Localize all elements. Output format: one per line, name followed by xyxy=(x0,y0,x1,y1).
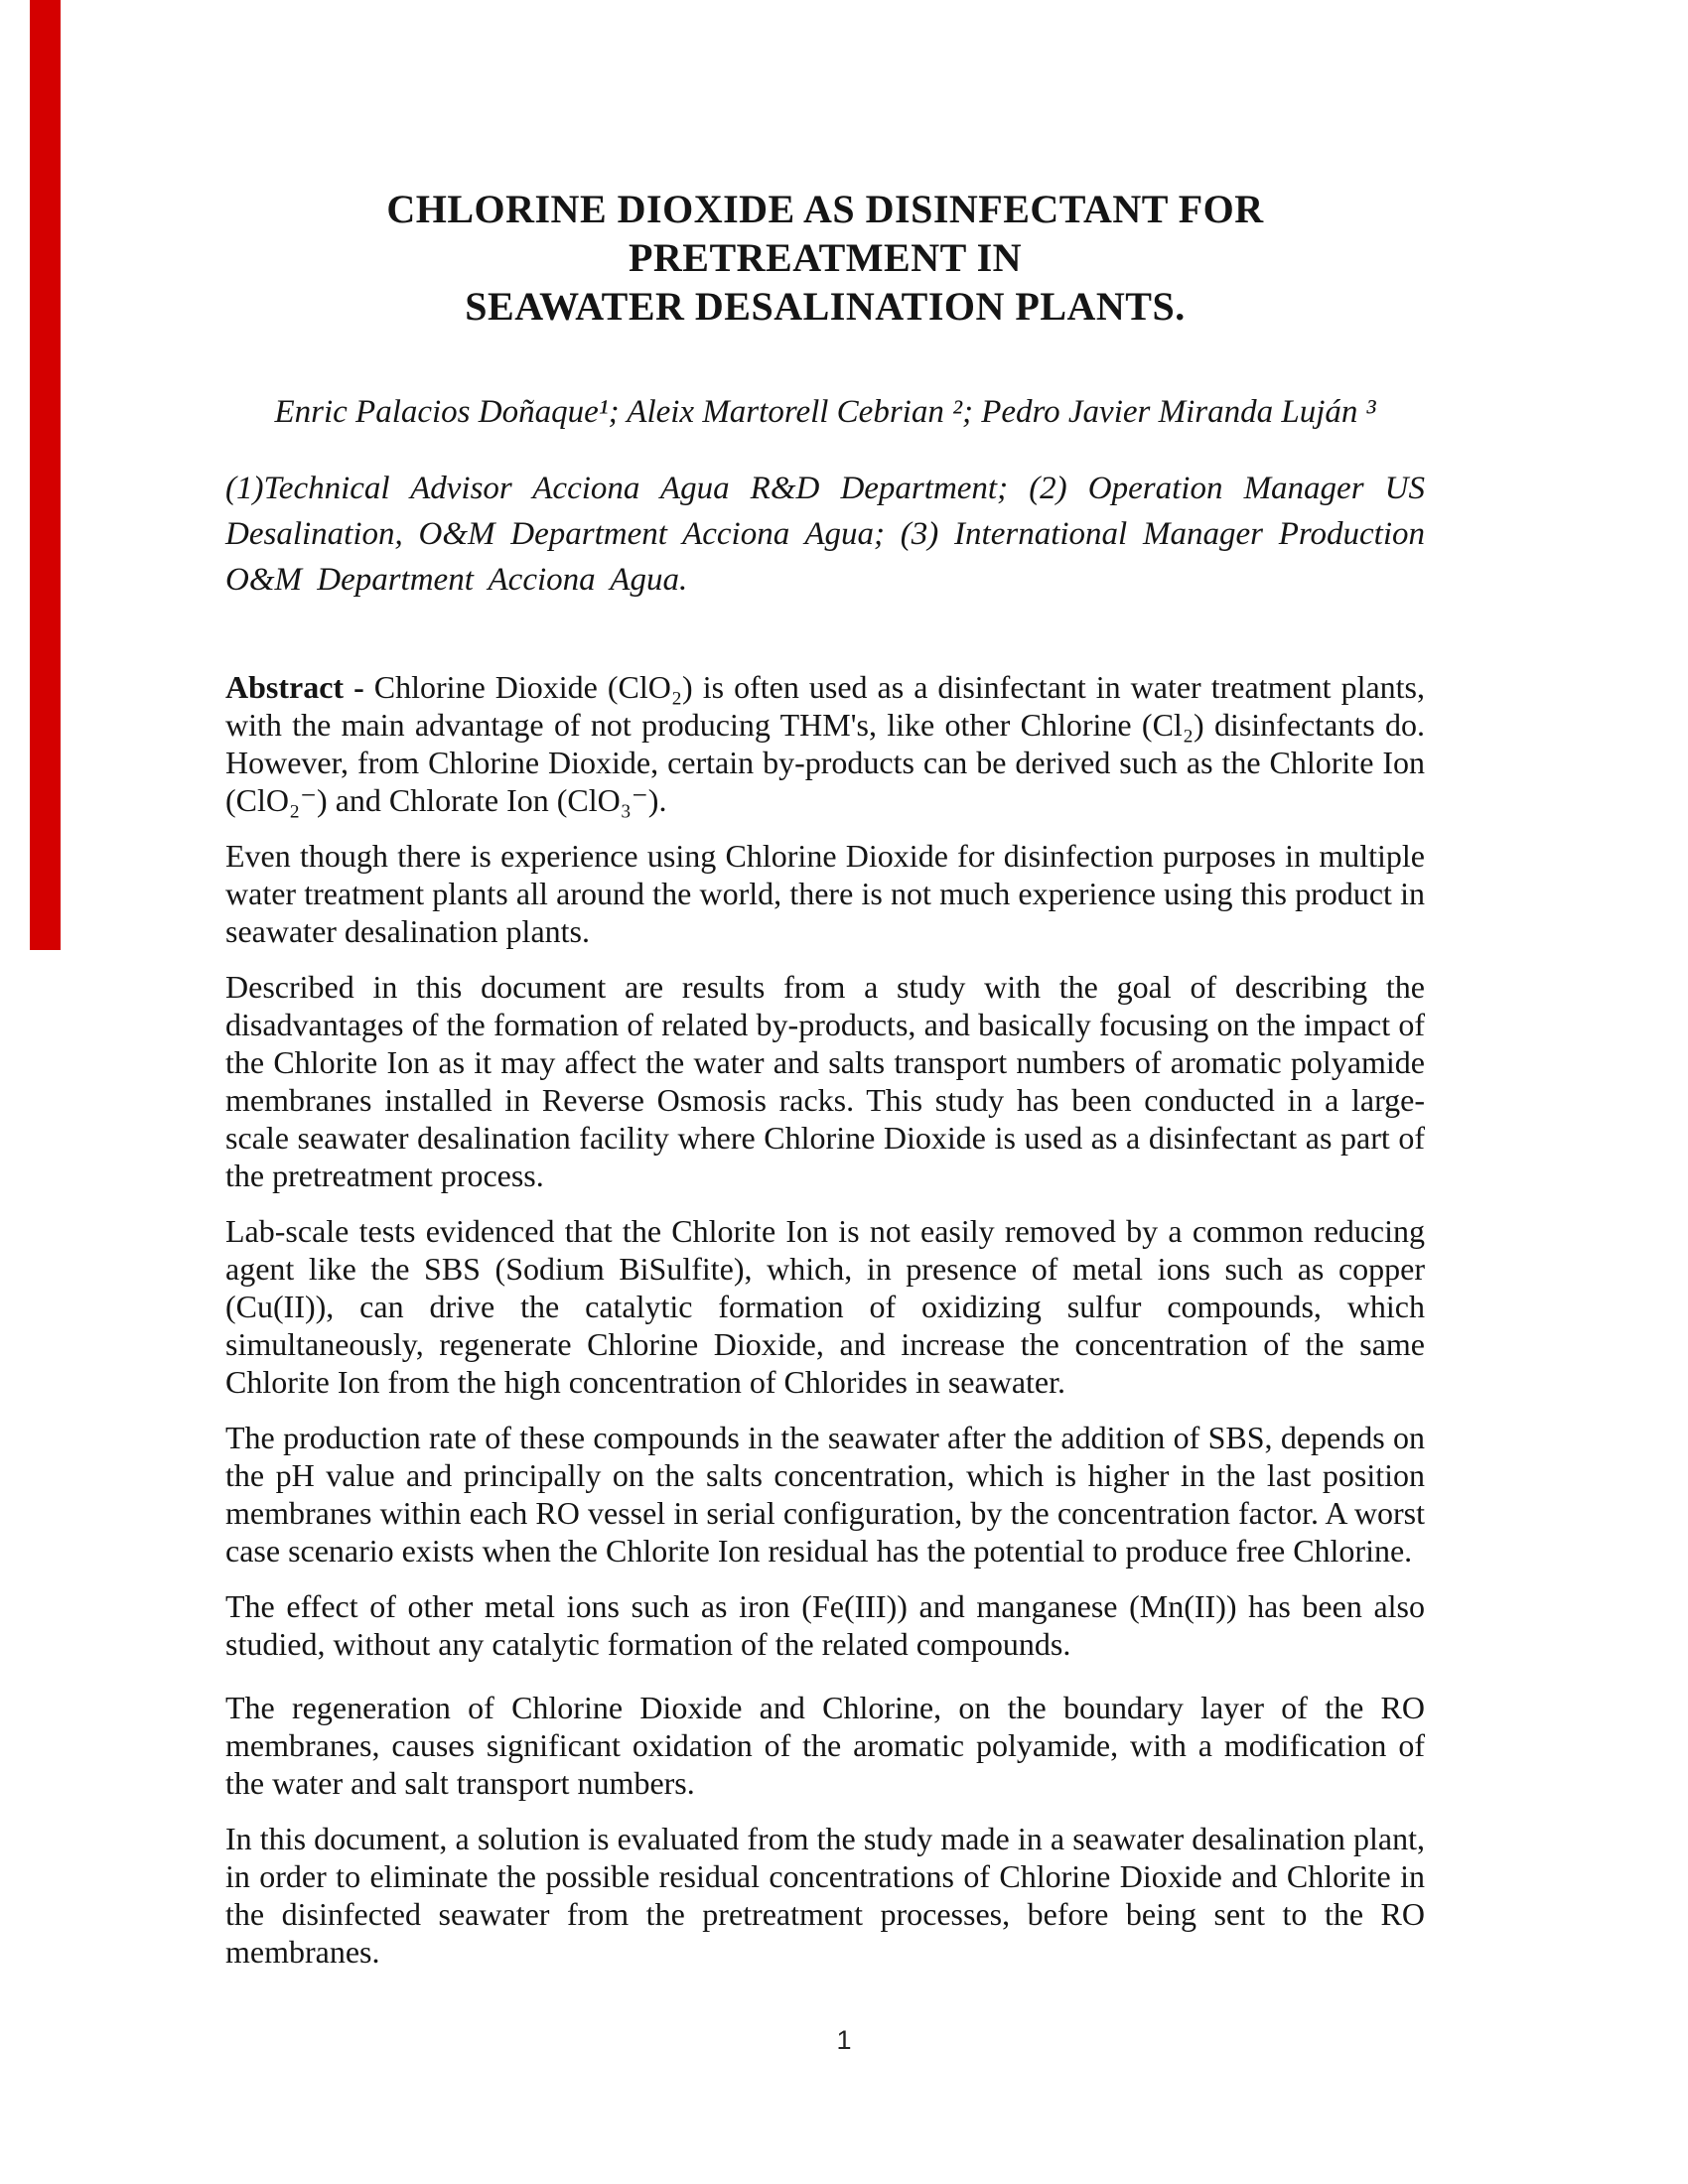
red-margin-bar xyxy=(30,0,61,950)
authors-line: Enric Palacios Doñaque¹; Aleix Martorell Cebrian ²; Pedro Javier Miranda Luján ³ xyxy=(274,394,1376,430)
paper-title-line1: CHLORINE DIOXIDE AS DISINFECTANT FOR PRETREATMENT IN xyxy=(386,187,1264,280)
page-number: 1 xyxy=(836,2025,852,2055)
page-content xyxy=(225,185,1425,1988)
body-paragraph-2: Described in this document are results from a study with the goal of describing the disadvantages of the formation of related by-products, and basically focusing on the impact of the Chlorite Ion as it may affect the water and salts transport numbers of aromatic polyamide membranes installed in Reverse Osmosis racks. This study has been conducted in a large-scale seawater desalination facility where Chlorine Dioxide is used as a disinfectant as part of the pretreatment process. xyxy=(225,969,1425,1193)
abstract-text: Chlorine Dioxide (ClO₂) is often used as a disinfectant in water treatment plants, with the main advantage of not producing THM's, like other Chlorine (Cl₂) disinfectants do. However, from Chlorine Dioxide, certain by-products can be derived such as the Chlorite Ion (ClO₂⁻) and Chlorate Ion (ClO₃⁻). xyxy=(225,669,1426,818)
body-paragraph-1: Even though there is experience using Chlorine Dioxide for disinfection purposes in multiple water treatment plants all around the world, there is not much experience using this product in seawater desalination plants. xyxy=(225,838,1425,949)
paper-title xyxy=(225,185,1425,331)
abstract-paragraph xyxy=(225,668,1425,819)
abstract-label: Abstract - xyxy=(225,669,374,705)
body-paragraph-5: The effect of other metal ions such as iron (Fe(III)) and manganese (Mn(II)) has been also studied, without any catalytic formation of the related compounds. xyxy=(225,1588,1425,1662)
body-paragraph-3: Lab-scale tests evidenced that the Chlorite Ion is not easily removed by a common reducing agent like the SBS (Sodium BiSulfite), which, in presence of metal ions such as copper (Cu(II)), can drive the catalytic formation of oxidizing sulfur compounds, which simultaneously, regenerate Chlorine Dioxide, and increase the concentration of the same Chlorite Ion from the high concentration of Chlorides in seawater. xyxy=(225,1213,1425,1400)
body-paragraph-4: The production rate of these compounds in the seawater after the addition of SBS, depends on the pH value and principally on the salts concentration, which is higher in the last position membranes within each RO vessel in serial configuration, by the concentration factor. A worst case scenario exists when the Chlorite Ion residual has the potential to produce free Chlorine. xyxy=(225,1420,1425,1569)
body-paragraph-7: In this document, a solution is evaluated from the study made in a seawater desalination plant, in order to eliminate the possible residual concentrations of Chlorine Dioxide and Chlorite in the disinfected seawater from the pretreatment processes, before being sent to the RO membranes. xyxy=(225,1821,1425,1970)
body-paragraph-6: The regeneration of Chlorine Dioxide and Chlorine, on the boundary layer of the RO membranes, causes significant oxidation of the aromatic polyamide, with a modification of the water and salt transport numbers. xyxy=(225,1690,1425,1801)
affiliations-paragraph: (1)Technical Advisor Acciona Agua R&D Department; (2) Operation Manager US Desalination, O&M Department Acciona Agua; (3) International Manager Production O&M Department Acciona Agua. xyxy=(225,471,1425,598)
paper-title-line2: SEAWATER DESALINATION PLANTS. xyxy=(465,284,1186,329)
